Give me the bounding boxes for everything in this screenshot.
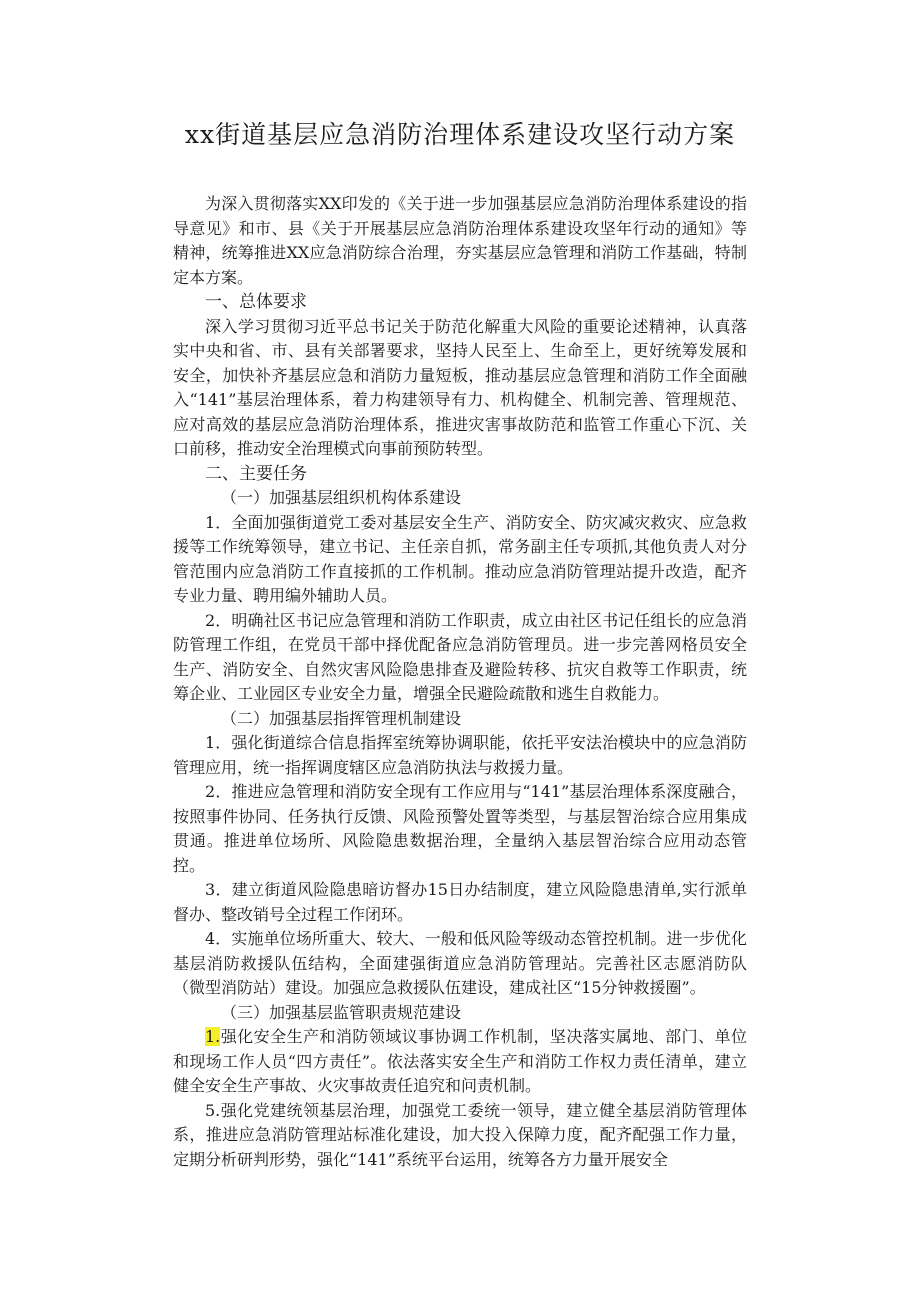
- highlighted-item-number: 1.: [205, 1027, 221, 1046]
- organization-item-1: 1．全面加强街道党工委对基层安全生产、消防安全、防灾减灾救灾、应急救援等工作统筹领导，建立书记、主任亲自抓，常务副主任专项抓,其他负责人对分管范围内应急消防工作直接抓的工作机制。推动应急消防管理站提升改造，配齐专业力量、聘用编外辅助人员。: [173, 512, 747, 605]
- supervision-item-1: [173, 1025, 747, 1099]
- subsection-heading-supervision: （三）加强基层监管职责规范建设: [221, 1002, 462, 1022]
- supervision-item-5: 5.强化党建统领基层治理，加强党工委统一领导，建立健全基层消防管理体系，推进应急消防管理站标准化建设，加大投入保障力度，配齐配强工作力量，定期分析研判形势，强化“141”系统平台运用，统筹各方力量开展安全: [173, 1100, 747, 1169]
- document-title: xx街道基层应急消防治理体系建设攻坚行动方案: [184, 120, 736, 149]
- document-body: [173, 192, 747, 1172]
- section-heading-general: 一、总体要求: [205, 292, 307, 312]
- command-item-1: 1．强化街道综合信息指挥室统筹协调职能，依托平安法治模块中的应急消防管理应用，统一指挥调度辖区应急消防执法与救援力量。: [173, 733, 747, 777]
- intro-paragraph: 为深入贯彻落实XX印发的《关于进一步加强基层应急消防治理体系建设的指导意见》和市、县《关于开展基层应急消防治理体系建设攻坚年行动的通知》等精神，统筹推进XX应急消防综合治理，夯实基层应急管理和消防工作基础，特制定本方案。: [173, 194, 747, 287]
- organization-item-2: 2．明确社区书记应急管理和消防工作职责，成立由社区书记任组长的应急消防管理工作组，在党员干部中择优配备应急消防管理员。进一步完善网格员安全生产、消防安全、自然灾害风险隐患排查及避险转移、抗灾自救等工作职责，统筹企业、工业园区专业安全力量，增强全民避险疏散和逃生自救能力。: [173, 610, 747, 703]
- subsection-heading-command: （二）加强基层指挥管理机制建设: [221, 708, 462, 728]
- subsection-heading-organization: （一）加强基层组织机构体系建设: [221, 488, 462, 507]
- supervision-item-1-text: 强化安全生产和消防领域议事协调工作机制，坚决落实属地、部门、单位和现场工作人员“四方责任”。依法落实安全生产和消防工作权力责任清单，建立健全安全生产事故、火灾事故责任追究和问责机制。: [173, 1027, 747, 1095]
- command-item-4: 4．实施单位场所重大、较大、一般和低风险等级动态管控机制。进一步优化基层消防救援队伍结构，全面建强街道应急消防管理站。完善社区志愿消防队（微型消防站）建设。加强应急救援队伍建设，建成社区“15分钟救援圈”。: [173, 929, 747, 997]
- general-requirements-paragraph: 深入学习贯彻习近平总书记关于防范化解重大风险的重要论述精神，认真落实中央和省、市、县有关部署要求，坚持人民至上、生命至上，更好统筹发展和安全，加快补齐基层应急和消防力量短板，推动基层应急管理和消防工作全面融入“141”基层治理体系，着力构建领导有力、机构健全、机制完善、管理规范、应对高效的基层应急消防治理体系，推进灾害事故防范和监管工作重心下沉、关口前移，推动安全治理模式向事前预防转型。: [173, 316, 747, 458]
- command-item-2: 2．推进应急管理和消防安全现有工作应用与“141”基层治理体系深度融合，按照事件协同、任务执行反馈、风险预警处置等类型，与基层智治综合应用集成贯通。推进单位场所、风险隐患数据治理，全量纳入基层智治综合应用动态管控。: [173, 782, 747, 875]
- section-heading-tasks: 二、主要任务: [205, 463, 307, 484]
- command-item-3: 3．建立街道风险隐患暗访督办15日办结制度，建立风险隐患清单,实行派单督办、整改销号全过程工作闭环。: [173, 880, 747, 924]
